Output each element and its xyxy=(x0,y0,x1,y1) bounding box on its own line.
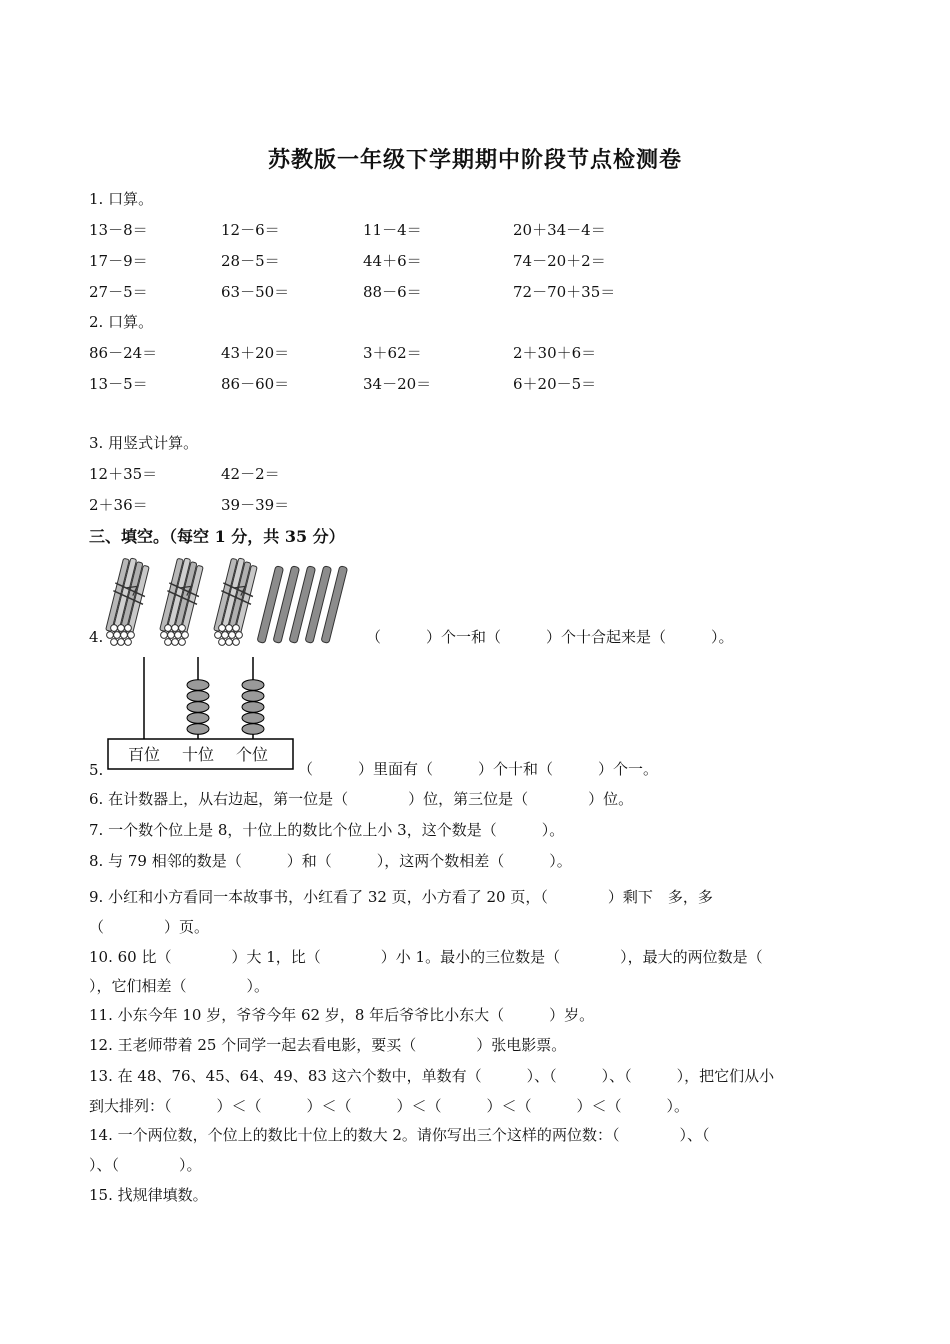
q1-item: 12－6＝ xyxy=(221,221,280,239)
q13-line2: 到大排列：（ ）＜（ ）＜（ ）＜（ ）＜（ ）＜（ ）。 xyxy=(89,1097,690,1115)
q2-item: 34－20＝ xyxy=(363,375,432,393)
q1-item: 44＋6＝ xyxy=(363,252,422,270)
q5-number: 5. xyxy=(89,761,104,779)
q12: 12. 王老师带着 25 个同学一起去看电影，要买（ ）张电影票。 xyxy=(89,1036,567,1054)
q2-item: 86－24＝ xyxy=(89,344,158,362)
ones-beads xyxy=(242,680,264,735)
bundle-of-ten-icon xyxy=(158,556,207,646)
q1-item: 88－6＝ xyxy=(363,283,422,301)
q2-item: 13－5＝ xyxy=(89,375,148,393)
single-sticks-icon xyxy=(257,566,348,644)
q7: 7. 一个数个位上是 8，十位上的数比个位上小 3，这个数是（ ）。 xyxy=(89,821,565,839)
q1-heading: 1. 口算。 xyxy=(89,190,154,208)
q1-item: 28－5＝ xyxy=(221,252,280,270)
bundle-of-ten-icon xyxy=(104,556,153,646)
q2-heading: 2. 口算。 xyxy=(89,313,154,331)
q1-item: 17－9＝ xyxy=(89,252,148,270)
q3-heading: 3. 用竖式计算。 xyxy=(89,434,199,452)
q2-item: 86－60＝ xyxy=(221,375,290,393)
q8: 8. 与 79 相邻的数是（ ）和（ ），这两个数相差（ ）。 xyxy=(89,852,572,870)
q9-line2: （ ）页。 xyxy=(89,918,210,936)
q9-line1: 9. 小红和小方看同一本故事书，小红看了 32 页，小方看了 20 页，（ ）剩下 多，多 xyxy=(89,888,713,906)
q3-item: 2＋36＝ xyxy=(89,496,148,514)
section-heading: 三、填空。（每空 1 分，共 35 分） xyxy=(89,527,345,546)
q1-item: 74－20＋2＝ xyxy=(513,252,606,270)
stick-bundles-illustration xyxy=(100,558,365,648)
abacus-label-tens: 十位 xyxy=(182,745,215,764)
q1-item: 72－70＋35＝ xyxy=(513,283,616,301)
q1-item: 11－4＝ xyxy=(363,221,422,239)
q2-item: 43＋20＝ xyxy=(221,344,290,362)
abacus-label-hundreds: 百位 xyxy=(128,745,161,764)
q1-item: 13－8＝ xyxy=(89,221,148,239)
q13-line1: 13. 在 48、76、45、64、49、83 这六个数中，单数有（ ）、（ ）、（ ），把它们从小 xyxy=(89,1067,775,1085)
q1-item: 27－5＝ xyxy=(89,283,148,301)
q10-line2: ），它们相差（ ）。 xyxy=(89,977,270,995)
bundle-of-ten-icon xyxy=(212,556,261,646)
abacus-label-ones: 个位 xyxy=(236,745,269,764)
q1-item: 63－50＝ xyxy=(221,283,290,301)
q2-item: 6＋20－5＝ xyxy=(513,375,597,393)
q2-item: 3＋62＝ xyxy=(363,344,422,362)
q3-item: 42－2＝ xyxy=(221,465,280,483)
q11: 11. 小东今年 10 岁，爷爷今年 62 岁，8 年后爷爷比小东大（ ）岁。 xyxy=(89,1006,595,1024)
q3-item: 12＋35＝ xyxy=(89,465,158,483)
q4-text: （ ）个一和（ ）个十合起来是（ ）。 xyxy=(366,628,734,646)
tens-beads xyxy=(187,680,209,735)
q14-line1: 14. 一个两位数，个位上的数比十位上的数大 2。请你写出三个这样的两位数：（ ）、（ xyxy=(89,1126,710,1144)
q2-item: 2＋30＋6＝ xyxy=(513,344,597,362)
q10-line1: 10. 60 比（ ）大 1，比（ ）小 1。最小的三位数是（ ），最大的两位数是（ xyxy=(89,948,763,966)
q6: 6. 在计数器上，从右边起，第一位是（ ）位，第三位是（ ）位。 xyxy=(89,790,634,808)
q3-item: 39－39＝ xyxy=(221,496,290,514)
q14-line2: ）、（ ）。 xyxy=(89,1156,202,1174)
q5-text: （ ）里面有（ ）个十和（ ）个一。 xyxy=(298,760,659,778)
q15: 15. 找规律填数。 xyxy=(89,1186,208,1204)
page-title: 苏教版一年级下学期期中阶段节点检测卷 xyxy=(267,147,682,173)
q4-number: 4. xyxy=(89,628,104,646)
q1-item: 20＋34－4＝ xyxy=(513,221,606,239)
